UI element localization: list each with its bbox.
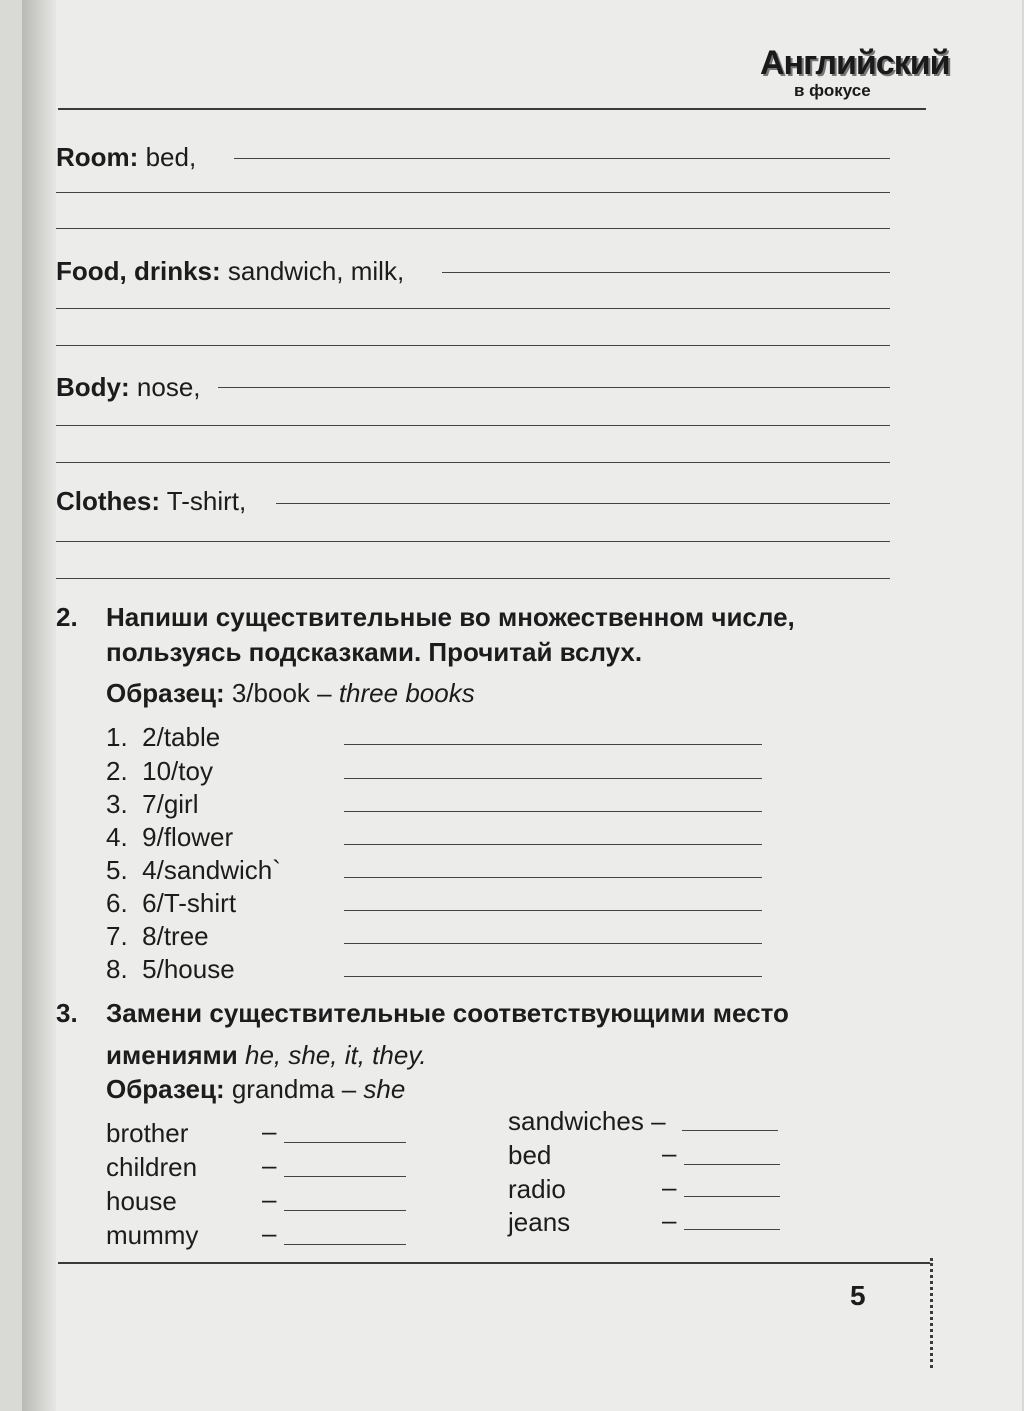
answer-line[interactable]	[284, 1244, 406, 1245]
answer-line[interactable]	[682, 1130, 778, 1131]
workbook-page	[22, 0, 1022, 1411]
dash: –	[262, 1116, 277, 1146]
answer-line[interactable]	[344, 811, 762, 812]
answer-line[interactable]	[56, 345, 890, 346]
answer-line[interactable]	[684, 1229, 780, 1230]
dash: –	[662, 1172, 677, 1202]
list-item: 1. 2/table	[106, 722, 221, 752]
answer-line[interactable]	[56, 425, 890, 426]
answer-line[interactable]	[56, 541, 890, 542]
series-logo	[760, 44, 950, 108]
page-binding-shadow	[22, 0, 56, 1411]
answer-line[interactable]	[442, 272, 890, 273]
logo-subtitle: в фокусе	[794, 81, 871, 100]
header-rule	[58, 108, 926, 110]
list-item: 4. 9/flower	[106, 822, 234, 852]
dash: –	[262, 1150, 277, 1180]
word-item: radio	[508, 1174, 566, 1204]
logo-title: Английский	[760, 44, 950, 82]
example-value: 3/book –	[224, 678, 339, 708]
answer-line[interactable]	[684, 1196, 780, 1197]
category-value: bed,	[145, 142, 197, 172]
task-title: Замени существительные соответствующими место	[106, 998, 789, 1028]
answer-line[interactable]	[56, 462, 890, 463]
answer-line[interactable]	[344, 778, 762, 779]
category-room	[56, 142, 196, 173]
answer-line[interactable]	[684, 1164, 780, 1165]
list-item: 6. 6/T-shirt	[106, 888, 237, 918]
answer-line[interactable]	[218, 387, 890, 388]
example-answer: three books	[338, 678, 475, 708]
category-food	[56, 256, 404, 287]
example-answer: she	[363, 1074, 406, 1104]
word-item: children	[106, 1152, 198, 1182]
answer-line[interactable]	[344, 744, 762, 745]
task-example	[106, 678, 475, 709]
list-item: 8. 5/house	[106, 954, 235, 984]
answer-line[interactable]	[344, 844, 762, 845]
answer-line[interactable]	[344, 910, 762, 911]
dash: –	[662, 1205, 677, 1235]
task-title: Напиши существительные во множественном числе,	[106, 602, 795, 632]
category-value: T-shirt,	[166, 486, 247, 516]
answer-line[interactable]	[56, 192, 890, 193]
example-value: grandma –	[224, 1074, 364, 1104]
page-number: 5	[850, 1280, 866, 1311]
task-title: имениями he, she, it, they.	[106, 1040, 427, 1070]
category-clothes	[56, 486, 246, 517]
dash: –	[262, 1218, 277, 1248]
answer-line[interactable]	[344, 943, 762, 944]
word-item: brother	[106, 1118, 189, 1148]
answer-line[interactable]	[284, 1142, 406, 1143]
answer-line[interactable]	[344, 877, 762, 878]
word-item: house	[106, 1186, 177, 1216]
answer-line[interactable]	[344, 976, 762, 977]
word-item: jeans	[508, 1207, 571, 1237]
dash: –	[262, 1184, 277, 1214]
category-label: Room:	[56, 142, 139, 172]
bleed-through-text	[482, 140, 922, 1200]
answer-line[interactable]	[56, 228, 890, 229]
answer-line[interactable]	[234, 158, 890, 159]
answer-line[interactable]	[284, 1210, 406, 1211]
task-number: 3.	[56, 998, 78, 1028]
word-item: mummy	[106, 1220, 199, 1250]
task-example	[106, 1074, 405, 1105]
category-body	[56, 372, 201, 403]
task-title: пользуясь подсказками. Прочитай вслух.	[106, 637, 643, 667]
page-edge-dots	[930, 1258, 933, 1368]
word-item: sandwiches –	[508, 1106, 666, 1136]
footer-rule	[58, 1262, 930, 1264]
example-label: Образец:	[106, 1074, 225, 1104]
answer-line[interactable]	[56, 578, 890, 579]
category-label: Food, drinks:	[56, 256, 221, 286]
list-item: 5. 4/sandwich`	[106, 855, 281, 885]
category-value: nose,	[136, 372, 201, 402]
answer-line[interactable]	[284, 1176, 406, 1177]
answer-line[interactable]	[56, 308, 890, 309]
task-number: 2.	[56, 602, 78, 632]
category-value: sandwich, milk,	[227, 256, 405, 286]
dash: –	[662, 1138, 677, 1168]
list-item: 2. 10/toy	[106, 756, 213, 786]
category-label: Clothes:	[56, 486, 160, 516]
answer-line[interactable]	[276, 503, 890, 504]
category-label: Body:	[56, 372, 130, 402]
example-label: Образец:	[106, 678, 225, 708]
list-item: 7. 8/tree	[106, 921, 209, 951]
word-item: bed	[508, 1140, 552, 1170]
list-item: 3. 7/girl	[106, 789, 199, 819]
